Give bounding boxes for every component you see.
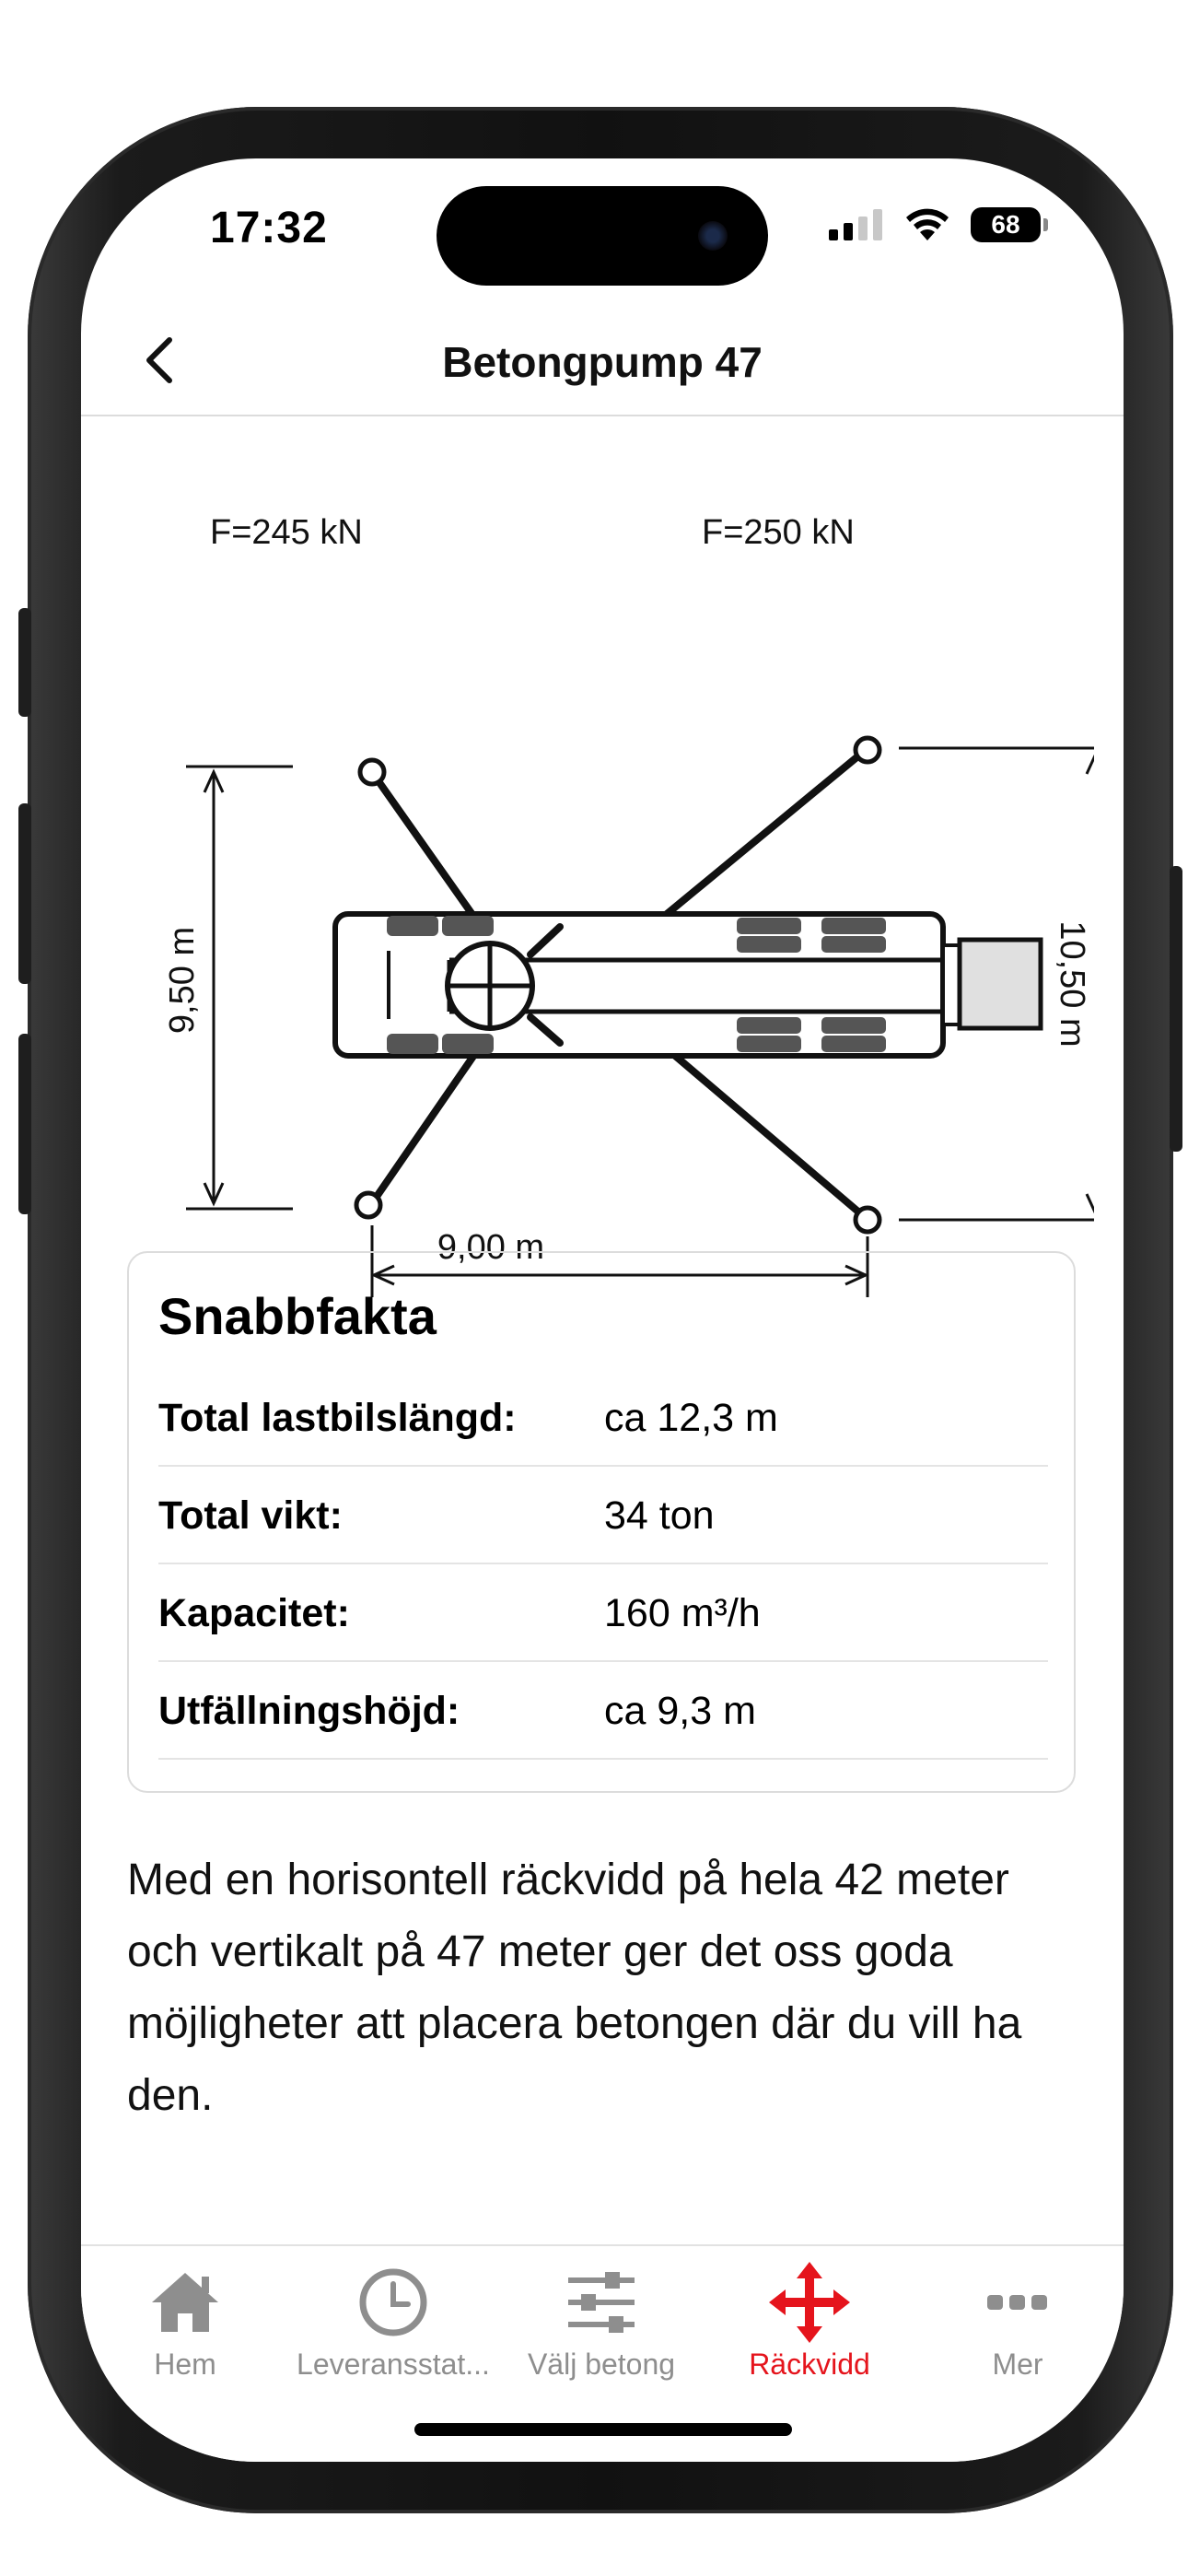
fact-row [158, 1664, 1048, 1760]
fact-value: 34 ton [604, 1493, 715, 1538]
tab-label: Räckvidd [749, 2348, 870, 2381]
cellular-signal-icon [829, 209, 884, 240]
page-title: Betongpump 47 [442, 338, 763, 386]
quick-facts-card [127, 1251, 1076, 1793]
tab-home[interactable] [81, 2261, 289, 2382]
status-time: 17:32 [210, 204, 328, 252]
force-left-label: F=245 kN [210, 513, 363, 552]
fact-value: ca 12,3 m [604, 1395, 778, 1440]
action-button [18, 608, 31, 717]
tab-delivery-status[interactable] [289, 2261, 497, 2382]
nav-header [81, 306, 1124, 416]
fact-row [158, 1469, 1048, 1564]
more-icon [985, 2291, 1050, 2313]
camera-icon [698, 221, 728, 251]
truck-cab [943, 940, 1041, 1028]
home-indicator[interactable] [414, 2423, 792, 2436]
fact-value: ca 9,3 m [604, 1688, 756, 1733]
power-button [1170, 866, 1182, 1152]
tab-label: Leveransstat... [297, 2348, 490, 2381]
clock-icon [358, 2267, 428, 2337]
card-title: Snabbfakta [158, 1287, 437, 1345]
tab-more[interactable] [914, 2261, 1122, 2382]
tab-label: Mer [992, 2348, 1043, 2381]
screen [81, 158, 1124, 2462]
fact-row [158, 1371, 1048, 1467]
fact-label: Total lastbilslängd: [158, 1395, 517, 1440]
dimension-bottom-label: 9,00 m [437, 1228, 545, 1267]
dimension-right-label: 10,50 m [1053, 920, 1091, 1048]
fact-value: 160 m³/h [604, 1590, 761, 1635]
wifi-icon [904, 207, 950, 242]
status-icons [829, 205, 1041, 245]
truck-body [335, 914, 943, 1056]
fact-row [158, 1566, 1048, 1662]
tab-label: Välj betong [527, 2348, 676, 2381]
tab-choose-concrete[interactable] [497, 2261, 705, 2382]
tab-reach[interactable] [705, 2261, 914, 2382]
force-right-label: F=250 kN [702, 513, 855, 552]
fact-label: Total vikt: [158, 1493, 343, 1538]
dynamic-island [437, 186, 768, 286]
move-arrows-icon [769, 2262, 850, 2343]
dimension-left-label: 9,50 m [163, 926, 202, 1035]
home-icon [148, 2269, 222, 2336]
sliders-icon [566, 2269, 636, 2336]
fact-label: Utfällningshöjd: [158, 1688, 460, 1733]
pump-outrigger-diagram [118, 472, 1094, 1319]
fact-label: Kapacitet: [158, 1590, 350, 1635]
tab-label: Hem [154, 2348, 216, 2381]
battery-icon: 68 [971, 207, 1041, 242]
volume-up-button [18, 803, 31, 984]
volume-down-button [18, 1034, 31, 1214]
description-text: Med en horisontell räckvidd på hela 42 meter och vertikalt på 47 meter ger det oss goda möjligheter att placera betongen där du vill ha den. [127, 1856, 1022, 2120]
